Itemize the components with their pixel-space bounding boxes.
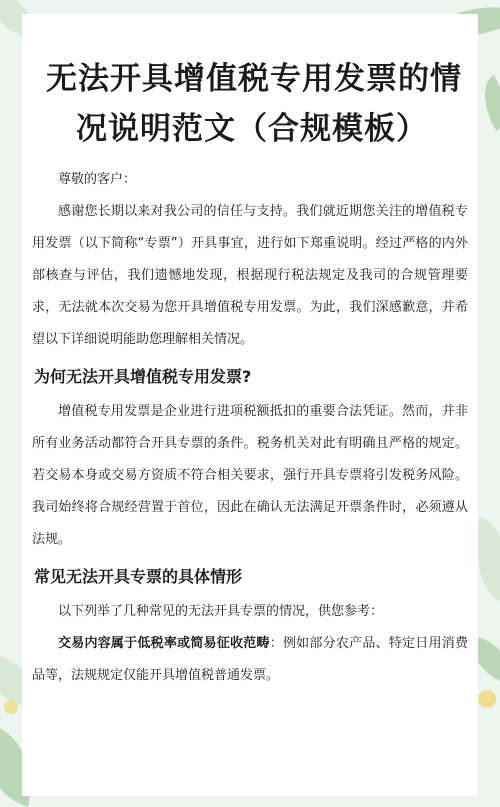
intro-paragraph: 感谢您长期以来对我公司的信任与支持。我们就近期您关注的增值税专用发票（以下简称“专票”）开具事宜，进行如下郑重说明。经过严格的内外部核查与评估，我们遗憾地发现，根据现行税法规定及我司的合规管理要求，无法就本次交易为您开具增值税专用发票。为此，我们深感歉意，并希望以下详细说明能助您理解相关情况。 bbox=[32, 204, 468, 347]
flower-decoration bbox=[4, 700, 18, 714]
title-line-2: 况说明范文（合规模板） bbox=[76, 111, 428, 147]
document-body bbox=[32, 164, 468, 692]
cases-intro-paragraph: 以下列举了几种常见的无法开具专票的情况，供您参考： bbox=[58, 604, 384, 619]
case-item-1-title: 交易内容属于低税率或简易征收范畴 bbox=[58, 636, 270, 651]
document-page bbox=[22, 14, 478, 796]
case-item-1-text: ：例如部分农产品、特定日用消费品等，法规规定仅能开具增值税普通发票。 bbox=[32, 636, 468, 683]
case-item-1 bbox=[32, 628, 468, 692]
section-paragraph-why: 增值税专用发票是企业进行进项税额抵扣的重要合法凭证。然而，并非所有业务活动都符合开具专票的条件。税务机关对此有明确且严格的规定。若交易本身或交易方资质不符合相关要求，强行开具专票将引发税务风险。我司始终将合规经营置于首位，因此在确认无法满足开票条件时，必须遵从法规。 bbox=[32, 404, 468, 547]
salutation: 尊敬的客户： bbox=[58, 172, 137, 187]
title-line-1: 无法开具增值税专用发票的情 bbox=[46, 61, 462, 97]
section-heading-why: 为何无法开具增值税专用发票? bbox=[34, 367, 252, 386]
page-title bbox=[22, 54, 478, 154]
flower-decoration bbox=[478, 690, 496, 708]
section-heading-cases: 常见无法开具专票的具体情形 bbox=[34, 567, 243, 586]
